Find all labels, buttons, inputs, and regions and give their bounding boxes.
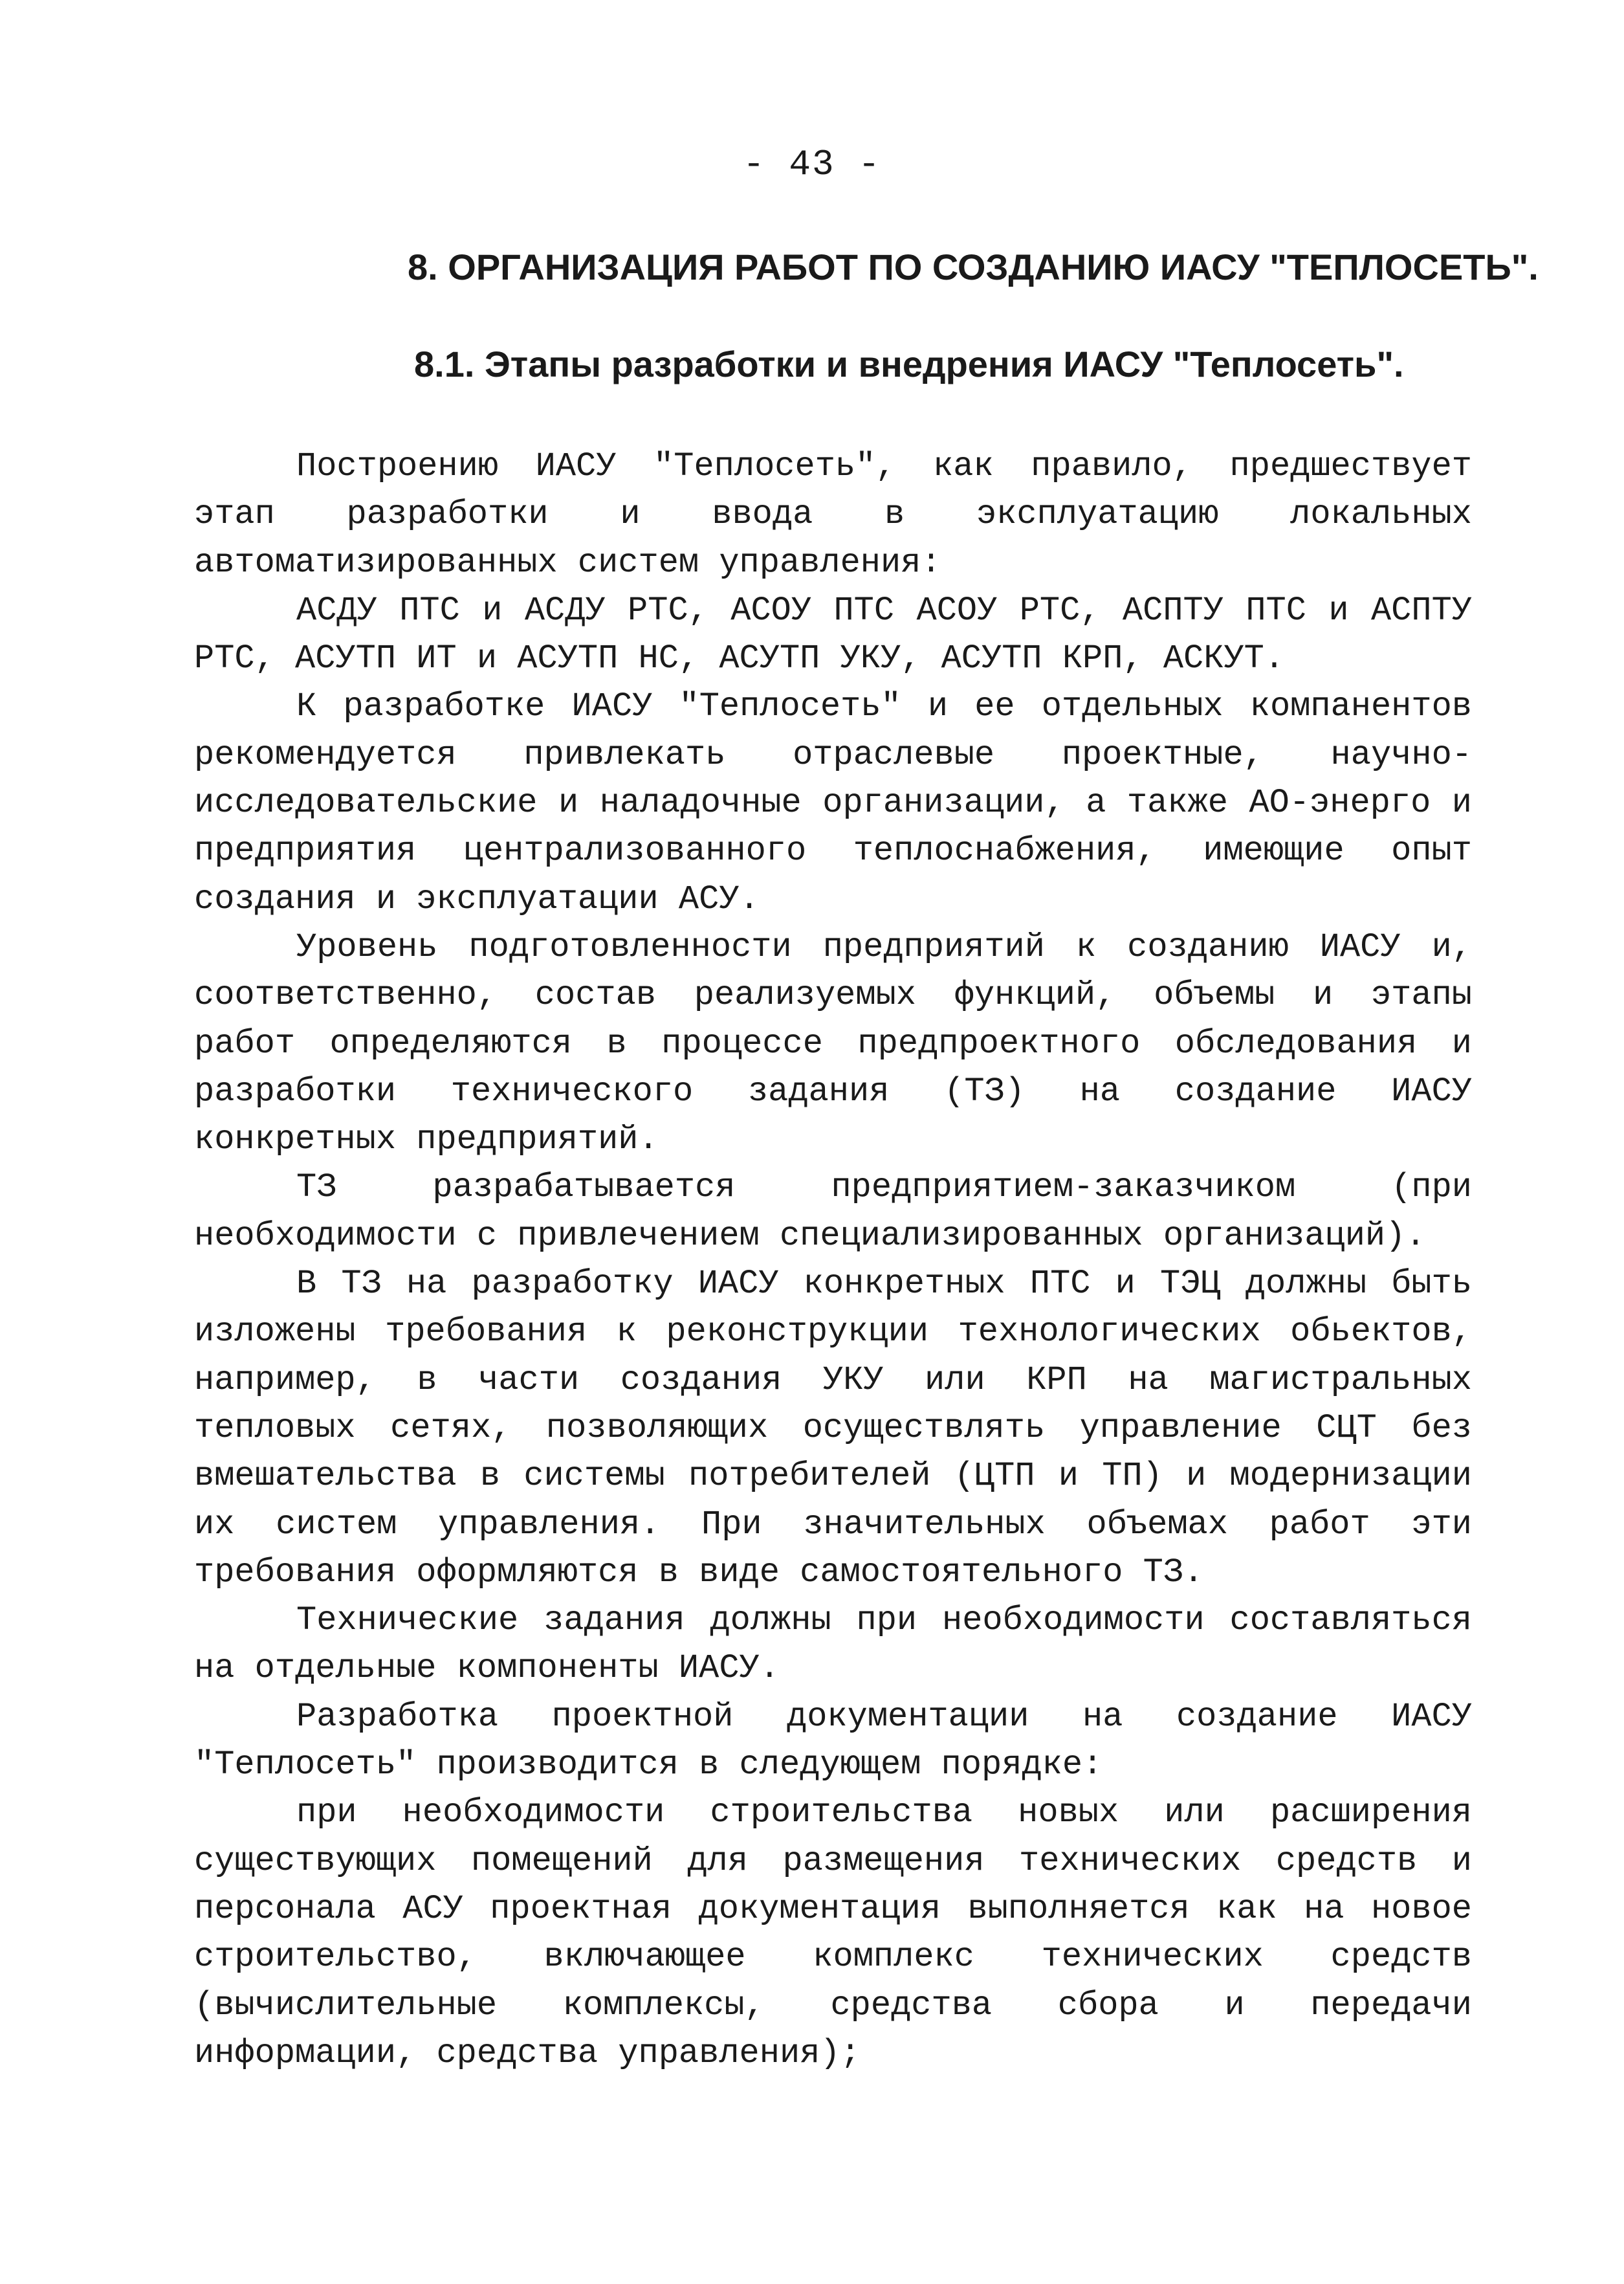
section-title: 8.1. Этапы разработки и внедрения ИАСУ "Теплосеть". <box>414 344 1404 384</box>
paragraph: при необходимости строительства новых или расширения существующих помещений для размещения технических средств и персонала АСУ проектная документация выполняется как на новое строительство, включающее комплекс технических средств (вычислительные комплексы, средства сбора и передачи информации, средства управления); <box>194 1793 1472 2072</box>
paragraph: Уровень подготовленности предприятий к созданию ИАСУ и, соответственно, состав реализуемых функций, объемы и этапы работ определяются в процессе предпроектного обследования и разработки технического задания (ТЗ) на создание ИАСУ конкретных предприятий. <box>194 927 1472 1159</box>
chapter-title: 8. ОРГАНИЗАЦИЯ РАБОТ ПО СОЗДАНИЮ ИАСУ "ТЕПЛОСЕТЬ". <box>408 247 1539 287</box>
paragraph: Разработка проектной документации на создание ИАСУ "Теплосеть" производится в следующем порядке: <box>194 1697 1472 1784</box>
paragraph: Технические задания должны при необходимости составляться на отдельные компоненты ИАСУ. <box>194 1601 1472 1688</box>
body-text <box>194 443 1472 2078</box>
paragraph: ТЗ разрабатывается предприятием-заказчиком (при необходимости с привлечением специализированных организаций). <box>194 1168 1472 1255</box>
paragraph: В ТЗ на разработку ИАСУ конкретных ПТС и ТЭЦ должны быть изложены требования к реконструкции технологических обьектов, например, в части создания УКУ или КРП на магистральных тепловых сетях, позволяющих осуществлять управление СЦТ без вмешательства в системы потребителей (ЦТП и ТП) и модернизации их систем управления. При значительных объемах работ эти требования оформляются в виде самостоятельного ТЗ. <box>194 1265 1472 1591</box>
paragraph: АСДУ ПТС и АСДУ РТС, АСОУ ПТС АСОУ РТС, АСПТУ ПТС и АСПТУ РТС, АСУТП ИТ и АСУТП НС, АСУТП УКУ, АСУТП КРП, АСКУТ. <box>194 591 1472 678</box>
paragraph: Построению ИАСУ "Теплосеть", как правило, предшествует этап разработки и ввода в эксплуатацию локальных автоматизированных систем управления: <box>194 447 1472 582</box>
page-number: - 43 - <box>743 144 881 185</box>
paragraph: К разработке ИАСУ "Теплосеть" и ее отдельных компанентов рекомендуется привлекать отраслевые проектные, научно-исследовательские и наладочные организации, а также АО-энерго и предприятия централизованного теплоснабжения, имеющие опыт создания и эксплуатации АСУ. <box>194 687 1472 918</box>
